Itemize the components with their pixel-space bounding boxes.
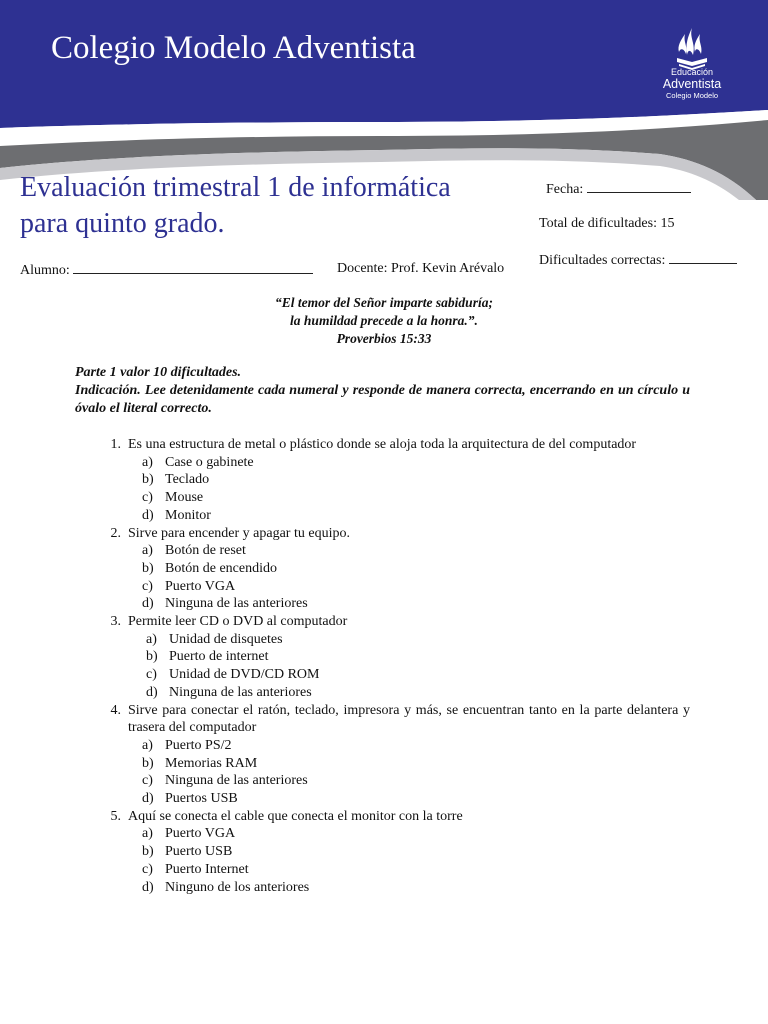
option-2b[interactable] (75, 560, 690, 578)
part-instruction (75, 382, 690, 418)
option-letter: c) (142, 578, 153, 594)
option-text: Puerto PS/2 (165, 737, 232, 753)
question-text: Sirve para conectar el ratón, teclado, impresora y más, se encuentran tanto en la parte delantera y trasera del computador (128, 702, 690, 736)
option-letter: c) (142, 490, 153, 506)
correctas-blank[interactable] (669, 251, 737, 264)
option-letter: d) (142, 507, 154, 523)
option-text: Teclado (165, 472, 210, 488)
option-5c[interactable] (75, 861, 690, 879)
logo-line-3: Colegio Modelo (665, 90, 719, 100)
question-number: 5. (110, 808, 121, 824)
option-letter: b) (142, 560, 154, 576)
option-2d[interactable] (75, 595, 690, 613)
fecha-blank[interactable] (587, 180, 691, 193)
option-4b[interactable] (75, 755, 690, 773)
option-text: Puerto VGA (165, 578, 236, 594)
option-text: Botón de encendido (165, 560, 277, 576)
question-3 (75, 613, 690, 631)
option-1c[interactable] (75, 489, 690, 507)
option-letter: a) (142, 543, 153, 559)
option-letter: d) (142, 879, 154, 895)
question-number: 4. (110, 702, 121, 718)
option-3d[interactable] (75, 684, 690, 702)
option-letter: d) (142, 596, 154, 612)
option-text: Puerto USB (165, 844, 233, 860)
option-letter: a) (142, 454, 153, 470)
school-name: Colegio Modelo Adventista (51, 30, 416, 66)
option-text: Memorias RAM (165, 755, 258, 771)
option-letter: c) (142, 773, 153, 789)
question-text: Es una estructura de metal o plástico donde se aloja toda la arquitectura de del computador (128, 437, 637, 452)
total-dificultades: Total de dificultades: 15 (539, 216, 675, 231)
option-3a[interactable] (75, 631, 690, 649)
fecha-field (546, 180, 691, 198)
question-text: Permite leer CD o DVD al computador (128, 614, 348, 630)
question-5 (75, 808, 690, 826)
option-letter: a) (146, 631, 157, 647)
verse-reference: Proverbios 15:33 (336, 331, 432, 346)
option-text: Unidad de DVD/CD ROM (169, 667, 320, 683)
option-text: Puerto de internet (169, 649, 269, 665)
question-number: 3. (110, 614, 121, 630)
fecha-label: Fecha: (546, 182, 584, 197)
option-letter: a) (142, 826, 153, 842)
option-5b[interactable] (75, 843, 690, 861)
part-title: Parte 1 valor 10 dificultades. (75, 365, 242, 380)
option-text: Ninguna de las anteriores (165, 596, 308, 612)
logo-line-2: Adventista (662, 77, 722, 91)
question-1 (75, 436, 690, 454)
option-4c[interactable] (75, 772, 690, 790)
verse-line-1: “El temor del Señor imparte sabiduría; (275, 295, 493, 310)
questions-list (75, 436, 690, 896)
option-1b[interactable] (75, 471, 690, 489)
option-2a[interactable] (75, 542, 690, 560)
option-text: Monitor (165, 507, 211, 523)
option-3b[interactable] (75, 648, 690, 666)
option-text: Case o gabinete (165, 454, 254, 470)
option-text: Unidad de disquetes (169, 631, 283, 647)
bible-verse (0, 294, 768, 348)
docente-label: Docente: Prof. Kevin Arévalo (337, 261, 505, 276)
correctas-field (539, 251, 737, 269)
instruction-label: Indicación (75, 383, 138, 398)
option-text: Mouse (165, 490, 204, 506)
option-letter: c) (142, 861, 153, 877)
question-text: Sirve para encender y apagar tu equipo. (128, 525, 350, 541)
option-2c[interactable] (75, 578, 690, 596)
instruction-text: . Lee detenidamente cada numeral y responde de manera correcta, encerrando en un círculo u óvalo el literal correcto. (75, 383, 690, 416)
page-title (20, 170, 451, 242)
question-number: 1. (110, 437, 121, 452)
verse-line-2: la humildad precede a la honra.”. (290, 313, 478, 328)
question-number: 2. (110, 525, 121, 541)
option-text: Botón de reset (165, 543, 246, 559)
option-letter: a) (142, 737, 153, 753)
option-letter: c) (146, 667, 157, 683)
option-letter: d) (146, 684, 158, 700)
correctas-label: Dificultades correctas: (539, 253, 666, 268)
option-text: Ninguna de las anteriores (165, 773, 308, 789)
option-1a[interactable] (75, 454, 690, 472)
alumno-field (20, 261, 313, 279)
option-text: Ninguna de las anteriores (169, 684, 312, 700)
option-text: Puerto Internet (165, 861, 249, 877)
alumno-label: Alumno: (20, 263, 70, 278)
title-line-2: para quinto grado. (20, 208, 225, 239)
option-1d[interactable] (75, 507, 690, 525)
option-letter: d) (142, 791, 154, 807)
question-2 (75, 525, 690, 543)
option-letter: b) (142, 472, 154, 488)
option-3c[interactable] (75, 666, 690, 684)
logo-text (650, 68, 734, 99)
question-text: Aquí se conecta el cable que conecta el monitor con la torre (128, 808, 463, 824)
option-5a[interactable] (75, 825, 690, 843)
logo-line-1: Educación (670, 67, 714, 77)
option-4a[interactable] (75, 737, 690, 755)
option-letter: b) (142, 844, 154, 860)
part-section (75, 364, 690, 418)
option-letter: b) (146, 649, 158, 665)
option-text: Puertos USB (165, 791, 238, 807)
option-5d[interactable] (75, 879, 690, 897)
option-4d[interactable] (75, 790, 690, 808)
option-letter: b) (142, 755, 154, 771)
title-line-1: Evaluación trimestral 1 de informática (20, 172, 451, 203)
option-text: Ninguno de los anteriores (165, 879, 310, 895)
option-text: Puerto VGA (165, 826, 236, 842)
question-4 (75, 702, 690, 737)
alumno-blank[interactable] (73, 261, 313, 274)
